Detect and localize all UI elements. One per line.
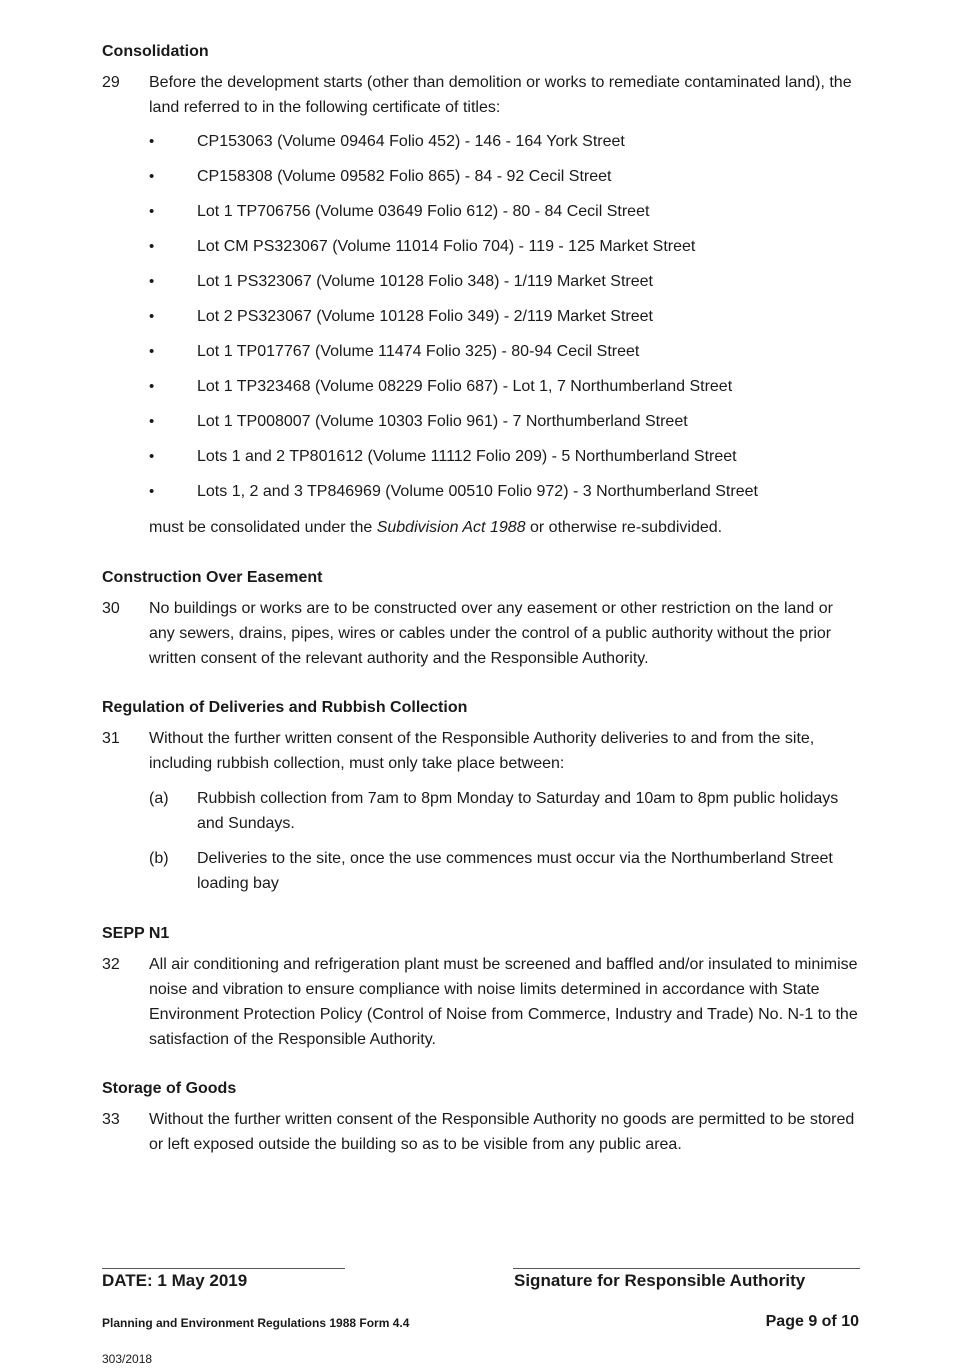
clause-number: 30 [102, 600, 120, 617]
bullet-icon: • [149, 168, 155, 185]
bullet-icon: • [149, 308, 155, 325]
subitem-label: (a) [149, 790, 169, 807]
clause-text: No buildings or works are to be constructed over any easement or other restriction on the land or any sewers, drains, pipes, wires or cables under the control of a public authority without the prior written consent of the relevant authority and the Responsible Authority. [149, 600, 833, 667]
act-name: Subdivision Act 1988 [376, 519, 526, 536]
bullet-icon: • [149, 133, 155, 150]
subitem-text: Rubbish collection from 7am to 8pm Monday to Saturday and 10am to 8pm public holidays and Sundays. [197, 790, 839, 832]
clause-29 [102, 70, 862, 120]
footer-date: DATE: 1 May 2019 [102, 1271, 248, 1290]
heading-consolidation: Consolidation [102, 43, 209, 60]
list-item: • Lots 1 and 2 TP801612 (Volume 11112 Folio 209) - 5 Northumberland Street [149, 448, 737, 465]
footer-page-number: Page 9 of 10 [765, 1313, 859, 1330]
footer-reference: 303/2018 [102, 1352, 153, 1366]
consolidation-closing: must be consolidated under the Subdivision Act 1988 or otherwise re-subdivided. [149, 519, 723, 536]
subitem-text: Deliveries to the site, once the use commences must occur via the Northumberland Street loading bay [197, 850, 833, 892]
heading-storage: Storage of Goods [102, 1080, 237, 1097]
list-item: • Lot 1 TP706756 (Volume 03649 Folio 612) - 80 - 84 Cecil Street [149, 203, 650, 220]
clause-30 [102, 596, 862, 671]
heading-sepp: SEPP N1 [102, 925, 170, 942]
clause-number: 31 [102, 730, 120, 747]
bullet-icon: • [149, 203, 155, 220]
title-list [149, 132, 869, 517]
clause-text: Without the further written consent of the Responsible Authority deliveries to and from the site, including rubbish collection, must only take place between: [149, 730, 815, 772]
list-item: • Lot 1 TP323468 (Volume 08229 Folio 687) - Lot 1, 7 Northumberland Street [149, 378, 733, 395]
subitem-a [149, 786, 869, 836]
list-item: • CP158308 (Volume 09582 Folio 865) - 84 - 92 Cecil Street [149, 168, 612, 185]
list-item: • Lot 1 TP008007 (Volume 10303 Folio 961) - 7 Northumberland Street [149, 413, 688, 430]
subitem-label: (b) [149, 850, 169, 867]
bullet-icon: • [149, 273, 155, 290]
clause-32 [102, 952, 862, 1052]
footer-signature-label: Signature for Responsible Authority [514, 1271, 806, 1290]
bullet-icon: • [149, 238, 155, 255]
clause-number: 32 [102, 956, 120, 973]
clause-text: Before the development starts (other than demolition or works to remediate contaminated land), the land referred to in the following certificate of titles: [149, 74, 852, 116]
clause-number: 29 [102, 74, 120, 91]
heading-deliveries: Regulation of Deliveries and Rubbish Collection [102, 699, 468, 716]
footer-form: Planning and Environment Regulations 1988 Form 4.4 [102, 1316, 410, 1330]
list-item: • CP153063 (Volume 09464 Folio 452) - 146 - 164 York Street [149, 133, 625, 150]
clause-33 [102, 1107, 862, 1157]
bullet-icon: • [149, 483, 155, 500]
list-item: • Lots 1, 2 and 3 TP846969 (Volume 00510 Folio 972) - 3 Northumberland Street [149, 483, 758, 500]
heading-easement: Construction Over Easement [102, 569, 323, 586]
signature-line [513, 1268, 860, 1269]
date-line [102, 1268, 345, 1269]
list-item: • Lot 1 TP017767 (Volume 11474 Folio 325) - 80-94 Cecil Street [149, 343, 640, 360]
clause-number: 33 [102, 1111, 120, 1128]
subitem-b [149, 846, 869, 896]
bullet-icon: • [149, 343, 155, 360]
clause-31 [102, 726, 862, 776]
bullet-icon: • [149, 413, 155, 430]
list-item: • Lot 1 PS323067 (Volume 10128 Folio 348) - 1/119 Market Street [149, 273, 653, 290]
list-item: • Lot CM PS323067 (Volume 11014 Folio 704) - 119 - 125 Market Street [149, 238, 696, 255]
list-item: • Lot 2 PS323067 (Volume 10128 Folio 349) - 2/119 Market Street [149, 308, 653, 325]
clause-text: Without the further written consent of the Responsible Authority no goods are permitted to be stored or left exposed outside the building so as to be visible from any public area. [149, 1111, 855, 1153]
bullet-icon: • [149, 448, 155, 465]
bullet-icon: • [149, 378, 155, 395]
clause-text: All air conditioning and refrigeration plant must be screened and baffled and/or insulated to minimise noise and vibration to ensure compliance with noise limits determined in accordance with State Environment Protection Policy (Control of Noise from Commerce, Industry and Trade) No. N-1 to the satisfaction of the Responsible Authority. [149, 956, 858, 1048]
